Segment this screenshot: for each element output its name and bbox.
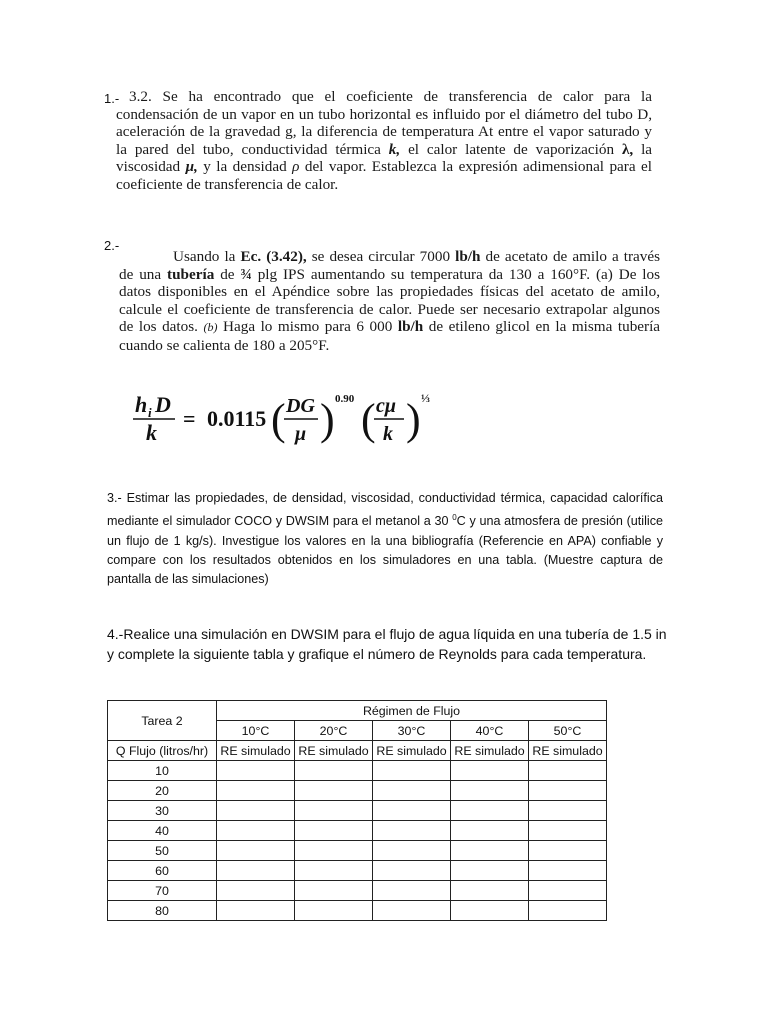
- table-cell[interactable]: [529, 821, 607, 841]
- table-row: [108, 781, 607, 801]
- table-cell[interactable]: [529, 801, 607, 821]
- eq-paren-open-2: (: [361, 395, 376, 444]
- eq-coefficient: 0.0115: [207, 406, 267, 431]
- table-cell[interactable]: [217, 881, 295, 901]
- re-simulado-header: RE simulado: [295, 741, 373, 761]
- flow-value: 70: [108, 881, 217, 901]
- problem-1-ref: 3.2.: [129, 88, 152, 105]
- table-cell[interactable]: [295, 881, 373, 901]
- table-cell[interactable]: [295, 761, 373, 781]
- table-cell[interactable]: [451, 821, 529, 841]
- re-simulado-header: RE simulado: [529, 741, 607, 761]
- table-cell[interactable]: [529, 881, 607, 901]
- table-cell[interactable]: [373, 861, 451, 881]
- eq-paren-open-1: (: [271, 395, 286, 444]
- problem-2-text: Usando la Ec. (3.42), se desea circular 7000 lb/h de acetato de amilo a través de una tubería de ¾ plg IPS aumentando su temperatura da 130 a 160°F. (a) De los datos disponibles en el Apéndice sobre las propiedades físicas del acetato de amilo, calcule el coeficiente de transferencia de calor. Puede ser necesario extrapolar algunos de los datos. (b) Haga lo mismo para 6 000 lb/h de etileno glicol en la misma tubería cuando se calienta de 180 a 205°F.: [119, 248, 661, 354]
- flow-value: 30: [108, 801, 217, 821]
- table-cell[interactable]: [451, 781, 529, 801]
- eq-exp-1: 0.90: [335, 393, 355, 405]
- table-cell[interactable]: [373, 881, 451, 901]
- table-cell[interactable]: [217, 861, 295, 881]
- eq-lhs-h: h: [135, 392, 148, 417]
- eq-g2-num: cμ: [376, 395, 396, 417]
- table-cell[interactable]: [373, 841, 451, 861]
- table-cell[interactable]: [451, 901, 529, 921]
- table-cell[interactable]: [451, 881, 529, 901]
- table-row: [108, 821, 607, 841]
- table-cell[interactable]: [529, 781, 607, 801]
- table-row: [108, 761, 607, 781]
- temp-header: 20°C: [295, 721, 373, 741]
- problem-4-text: 4.-Realice una simulación en DWSIM para el flujo de agua líquida en una tubería de 1.5 in y complete la siguiente tabla y grafique el número de Reynolds para cada temperatura.: [107, 626, 667, 662]
- table-cell[interactable]: [217, 901, 295, 921]
- problem-1: [104, 88, 652, 194]
- table-cell[interactable]: [373, 781, 451, 801]
- table-group-header: Régimen de Flujo: [217, 701, 607, 721]
- row-header-label: Q Flujo (litros/hr): [108, 741, 217, 761]
- problem-2-number: 2.-: [104, 238, 120, 253]
- re-simulado-header: RE simulado: [451, 741, 529, 761]
- eq-equals: =: [183, 406, 196, 431]
- problem-1-text: 3.2. Se ha encontrado que el coeficiente de transferencia de calor para la condensación de un vapor en un tubo horizontal es influido por el diámetro del tubo D, aceleración de la gravedad g, la diferencia de temperatura At entre el vapor saturado y la pared del tubo, conductividad térmica k, el calor latente de vaporización λ, la viscosidad μ, y la densidad ρ del vapor. Establezca la expresión adimensional para el coeficiente de transferencia de calor.: [116, 88, 653, 193]
- table-cell[interactable]: [451, 861, 529, 881]
- flow-value: 10: [108, 761, 217, 781]
- re-simulado-header: RE simulado: [217, 741, 295, 761]
- problem-1-number: 1.-: [104, 91, 120, 106]
- eq-lhs-den: k: [146, 420, 157, 445]
- table-cell[interactable]: [295, 781, 373, 801]
- eq-exp-2: ⅓: [421, 391, 430, 405]
- table-cell[interactable]: [529, 861, 607, 881]
- table-cell[interactable]: [373, 821, 451, 841]
- table-cell[interactable]: [451, 841, 529, 861]
- table-cell[interactable]: [295, 861, 373, 881]
- table-cell[interactable]: [529, 901, 607, 921]
- flow-value: 60: [108, 861, 217, 881]
- table-cell[interactable]: [529, 841, 607, 861]
- table-cell[interactable]: [451, 761, 529, 781]
- table-cell[interactable]: [217, 841, 295, 861]
- table-cell[interactable]: [451, 801, 529, 821]
- eq-paren-close-1: ): [320, 395, 335, 444]
- table-cell[interactable]: [529, 761, 607, 781]
- eq-g1-num: DG: [286, 395, 315, 417]
- table-cell[interactable]: [373, 761, 451, 781]
- eq-paren-close-2: ): [406, 395, 421, 444]
- table-row: [108, 901, 607, 921]
- problem-3-text: 3.- Estimar las propiedades, de densidad, viscosidad, conductividad térmica, capacidad calorífica mediante el simulador COCO y DWSIM para el metanol a 30 $^0$C y una atmosfera de presión (utilice un flujo de 1 kg/s). Investigue los valores en la una bibliografía (Referencie en APA) confiable y compare con los resultados obtenidos en los simuladores en una tabla. (Muestre captura de pantalla de las simulaciones): [107, 491, 663, 586]
- table-row: [108, 861, 607, 881]
- eq-lhs-sub: i: [148, 405, 152, 420]
- table-row: [108, 801, 607, 821]
- table-cell[interactable]: [295, 821, 373, 841]
- temp-header: 40°C: [451, 721, 529, 741]
- flow-value: 40: [108, 821, 217, 841]
- temp-header: 30°C: [373, 721, 451, 741]
- table-row: [108, 841, 607, 861]
- temp-header: 50°C: [529, 721, 607, 741]
- table-cell[interactable]: [373, 801, 451, 821]
- flow-value: 80: [108, 901, 217, 921]
- eq-g1-den: μ: [295, 423, 307, 445]
- table-subheader-row: [108, 741, 607, 761]
- heat-transfer-equation: [133, 388, 553, 448]
- table-cell[interactable]: [373, 901, 451, 921]
- table-cell[interactable]: [295, 901, 373, 921]
- table-cell[interactable]: [217, 801, 295, 821]
- eq-g2-den: k: [383, 423, 393, 445]
- table-cell[interactable]: [217, 761, 295, 781]
- table-cell[interactable]: [217, 781, 295, 801]
- flow-value: 20: [108, 781, 217, 801]
- table-row: [108, 881, 607, 901]
- table-cell[interactable]: [295, 841, 373, 861]
- table-corner-cell: Tarea 2: [108, 701, 217, 741]
- flow-value: 50: [108, 841, 217, 861]
- table-cell[interactable]: [217, 821, 295, 841]
- temp-header: 10°C: [217, 721, 295, 741]
- re-simulado-header: RE simulado: [373, 741, 451, 761]
- reynolds-table: [107, 700, 607, 921]
- eq-lhs-d: D: [155, 392, 171, 417]
- table-cell[interactable]: [295, 801, 373, 821]
